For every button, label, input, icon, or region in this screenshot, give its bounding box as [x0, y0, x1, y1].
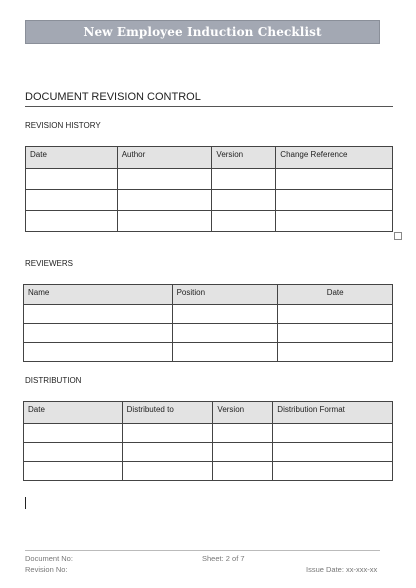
revision-history-table	[25, 146, 393, 232]
table-cell[interactable]	[117, 211, 212, 232]
table-cell[interactable]	[172, 324, 278, 343]
table-cell[interactable]	[278, 305, 393, 324]
table-row	[24, 462, 393, 481]
footer-revision-no: Revision No:	[25, 565, 68, 574]
table-row	[24, 324, 393, 343]
table-row	[24, 305, 393, 324]
table-cell[interactable]	[212, 169, 276, 190]
table-resize-handle[interactable]	[394, 232, 402, 240]
table-header-row	[24, 285, 393, 305]
column-header-date: Date	[26, 147, 118, 169]
table-row	[26, 211, 393, 232]
table-cell[interactable]	[24, 324, 173, 343]
table-cell[interactable]	[117, 190, 212, 211]
table-cell[interactable]	[212, 190, 276, 211]
column-header-distribution-format: Distribution Format	[273, 402, 393, 424]
reviewers-table	[23, 284, 393, 362]
table-cell[interactable]	[24, 343, 173, 362]
table-row	[24, 343, 393, 362]
column-header-version: Version	[212, 147, 276, 169]
table-cell[interactable]	[276, 211, 393, 232]
column-header-date: Date	[24, 402, 123, 424]
table-cell[interactable]	[122, 462, 213, 481]
table-cell[interactable]	[276, 169, 393, 190]
table-cell[interactable]	[26, 190, 118, 211]
revision-history-heading: REVISION HISTORY	[25, 121, 101, 130]
column-header-date: Date	[278, 285, 393, 305]
document-title: New Employee Induction Checklist	[83, 25, 322, 39]
table-cell[interactable]	[24, 424, 123, 443]
table-cell[interactable]	[276, 190, 393, 211]
table-cell[interactable]	[213, 443, 273, 462]
table-header-row	[26, 147, 393, 169]
footer-divider	[25, 550, 380, 551]
table-cell[interactable]	[122, 424, 213, 443]
footer-sheet: Sheet: 2 of 7	[202, 554, 245, 563]
table-cell[interactable]	[172, 305, 278, 324]
column-header-distributed-to: Distributed to	[122, 402, 213, 424]
table-header-row	[24, 402, 393, 424]
table-cell[interactable]	[26, 169, 118, 190]
column-header-version: Version	[213, 402, 273, 424]
table-cell[interactable]	[273, 462, 393, 481]
table-row	[26, 190, 393, 211]
table-cell[interactable]	[213, 424, 273, 443]
table-cell[interactable]	[273, 443, 393, 462]
table-cell[interactable]	[212, 211, 276, 232]
table-cell[interactable]	[172, 343, 278, 362]
table-cell[interactable]	[213, 462, 273, 481]
table-row	[24, 424, 393, 443]
table-row	[24, 443, 393, 462]
footer-document-no: Document No:	[25, 554, 73, 563]
column-header-change-reference: Change Reference	[276, 147, 393, 169]
table-cell[interactable]	[26, 211, 118, 232]
table-cell[interactable]	[117, 169, 212, 190]
document-title-bar	[25, 20, 380, 44]
table-cell[interactable]	[24, 462, 123, 481]
column-header-name: Name	[24, 285, 173, 305]
text-cursor	[25, 497, 26, 509]
table-cell[interactable]	[278, 343, 393, 362]
footer-issue-date: Issue Date: xx-xxx-xx	[306, 565, 378, 574]
table-cell[interactable]	[278, 324, 393, 343]
table-cell[interactable]	[122, 443, 213, 462]
column-header-position: Position	[172, 285, 278, 305]
column-header-author: Author	[117, 147, 212, 169]
table-cell[interactable]	[273, 424, 393, 443]
distribution-table	[23, 401, 393, 481]
table-cell[interactable]	[24, 305, 173, 324]
table-cell[interactable]	[24, 443, 123, 462]
table-row	[26, 169, 393, 190]
section-heading: DOCUMENT REVISION CONTROL	[25, 91, 393, 107]
reviewers-heading: REVIEWERS	[25, 259, 74, 268]
distribution-heading: DISTRIBUTION	[25, 376, 82, 385]
